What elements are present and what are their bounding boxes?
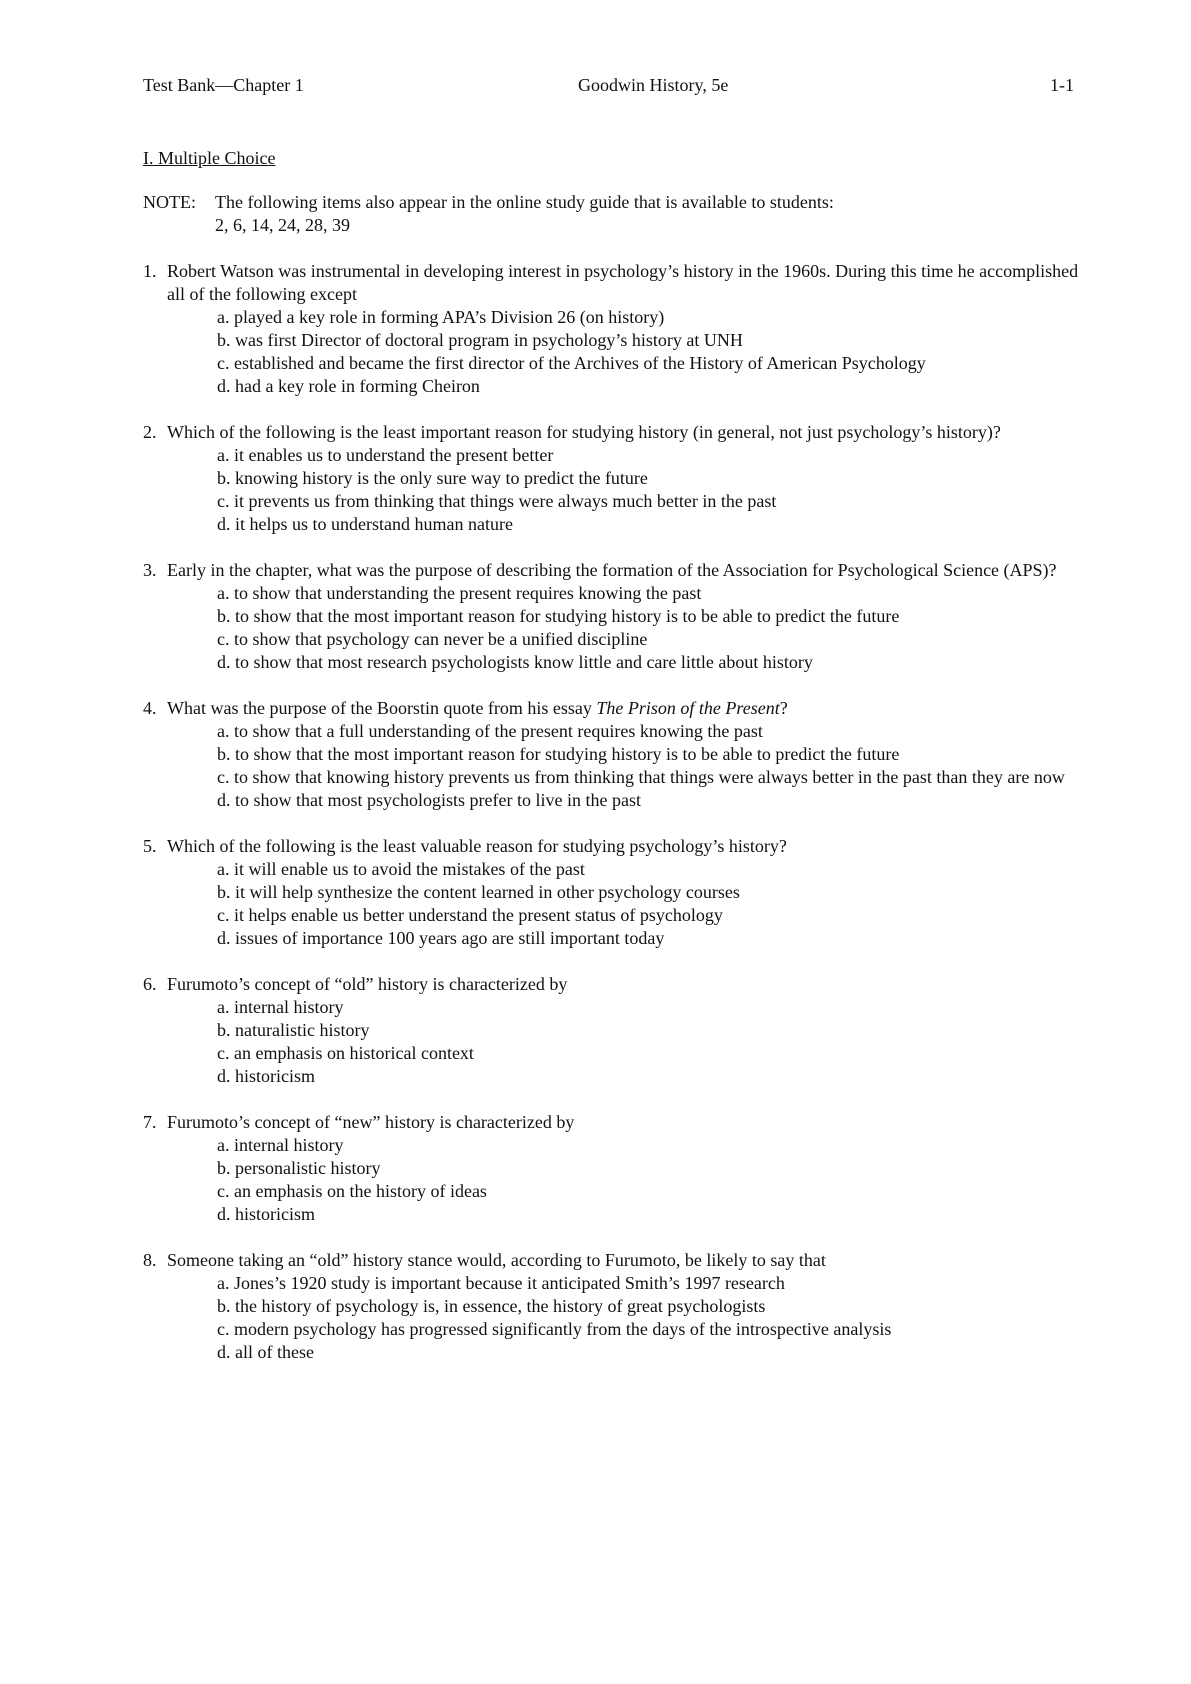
question-item: [143, 973, 1083, 1088]
question-text: Which of the following is the least important reason for studying history (in general, not just psychology’s history)?: [167, 422, 1001, 442]
question-item: [143, 1249, 1083, 1364]
question-number: 3.: [143, 560, 157, 580]
question-text: Furumoto’s concept of “new” history is characterized by: [167, 1112, 575, 1132]
answer-choice: d. had a key role in forming Cheiron: [217, 376, 480, 396]
answer-choice: a. it will enable us to avoid the mistakes of the past: [217, 859, 585, 879]
question-stem: [143, 1111, 1083, 1134]
answer-choices: [143, 1272, 1083, 1364]
header-book-title: Goodwin History, 5e: [578, 75, 729, 95]
question-item: [143, 260, 1083, 398]
answer-choice: c. an emphasis on the history of ideas: [217, 1181, 487, 1201]
question-number: 4.: [143, 698, 157, 718]
question-stem: [143, 421, 1083, 444]
answer-choice: d. issues of importance 100 years ago are still important today: [217, 928, 665, 948]
question-stem: [143, 260, 1083, 306]
answer-choice: b. to show that the most important reason for studying history is to be able to predict the future: [217, 744, 900, 764]
answer-choice: c. modern psychology has progressed significantly from the days of the introspective analysis: [217, 1319, 892, 1339]
header-chapter-title: Test Bank—Chapter 1: [143, 75, 304, 95]
answer-choices: [143, 306, 1083, 398]
note-label: NOTE:: [143, 192, 196, 212]
question-item: [143, 835, 1083, 950]
answer-choice: d. to show that most research psychologists know little and care little about history: [217, 652, 813, 672]
question-text: Robert Watson was instrumental in developing interest in psychology’s history in the 1960s. During this time he accomplished all of the following except: [167, 261, 1079, 304]
answer-choice: c. to show that psychology can never be a unified discipline: [217, 629, 648, 649]
answer-choice: d. all of these: [217, 1342, 314, 1362]
answer-choices: [143, 582, 1083, 674]
answer-choice: b. was first Director of doctoral program in psychology’s history at UNH: [217, 330, 743, 350]
question-number: 1.: [143, 261, 157, 281]
answer-choices: [143, 996, 1083, 1088]
page-header: [143, 72, 1074, 98]
page-body: [143, 147, 1083, 1387]
question-number: 5.: [143, 836, 157, 856]
answer-choice: c. to show that knowing history prevents us from thinking that things were always better in the past than they are now: [217, 767, 1065, 787]
answer-choice: a. it enables us to understand the present better: [217, 445, 554, 465]
question-stem: [143, 697, 1083, 720]
question-number: 2.: [143, 422, 157, 442]
answer-choice: a. internal history: [217, 1135, 344, 1155]
answer-choice: a. to show that understanding the present requires knowing the past: [217, 583, 702, 603]
question-item: [143, 559, 1083, 674]
question-stem: [143, 559, 1083, 582]
question-text: Furumoto’s concept of “old” history is characterized by: [167, 974, 568, 994]
answer-choice: d. historicism: [217, 1204, 315, 1224]
answer-choice: b. to show that the most important reason for studying history is to be able to predict the future: [217, 606, 900, 626]
question-number: 8.: [143, 1250, 157, 1270]
answer-choices: [143, 720, 1083, 812]
answer-choice: b. it will help synthesize the content learned in other psychology courses: [217, 882, 740, 902]
answer-choice: c. it helps enable us better understand the present status of psychology: [217, 905, 723, 925]
question-stem: [143, 1249, 1083, 1272]
question-text: Someone taking an “old” history stance would, according to Furumoto, be likely to say that: [167, 1250, 826, 1270]
question-stem: [143, 973, 1083, 996]
answer-choice: a. played a key role in forming APA’s Division 26 (on history): [217, 307, 665, 327]
answer-choice: b. knowing history is the only sure way to predict the future: [217, 468, 648, 488]
section-title: I. Multiple Choice: [143, 148, 276, 168]
answer-choice: d. to show that most psychologists prefer to live in the past: [217, 790, 641, 810]
answer-choice: a. Jones’s 1920 study is important because it anticipated Smith’s 1997 research: [217, 1273, 785, 1293]
answer-choice: b. naturalistic history: [217, 1020, 370, 1040]
answer-choice: c. an emphasis on historical context: [217, 1043, 474, 1063]
answer-choice: a. internal history: [217, 997, 344, 1017]
question-item: [143, 1111, 1083, 1226]
question-item: [143, 697, 1083, 812]
answer-choice: b. the history of psychology is, in essence, the history of great psychologists: [217, 1296, 766, 1316]
note-item-list: 2, 6, 14, 24, 28, 39: [215, 215, 350, 235]
question-text-lead: What was the purpose of the Boorstin quote from his essay: [167, 698, 597, 718]
note-block: [143, 191, 1083, 237]
note-text: The following items also appear in the online study guide that is available to students:: [215, 192, 834, 212]
question-text: Early in the chapter, what was the purpose of describing the formation of the Association for Psychological Science (APS)?: [167, 560, 1057, 580]
question-text: Which of the following is the least valuable reason for studying psychology’s history?: [167, 836, 787, 856]
answer-choice: d. historicism: [217, 1066, 315, 1086]
answer-choices: [143, 444, 1083, 536]
answer-choice: c. it prevents us from thinking that things were always much better in the past: [217, 491, 777, 511]
answer-choice: d. it helps us to understand human nature: [217, 514, 513, 534]
answer-choice: a. to show that a full understanding of the present requires knowing the past: [217, 721, 763, 741]
answer-choice: c. established and became the first director of the Archives of the History of American Psychology: [217, 353, 926, 373]
question-number: 6.: [143, 974, 157, 994]
essay-title: The Prison of the Present: [596, 698, 780, 718]
question-number: 7.: [143, 1112, 157, 1132]
question-text: [167, 697, 1083, 720]
answer-choice: b. personalistic history: [217, 1158, 381, 1178]
question-item: [143, 421, 1083, 536]
answer-choices: [143, 858, 1083, 950]
answer-choices: [143, 1134, 1083, 1226]
question-text-tail: ?: [779, 698, 788, 718]
question-stem: [143, 835, 1083, 858]
header-page-number: 1-1: [1050, 75, 1074, 95]
